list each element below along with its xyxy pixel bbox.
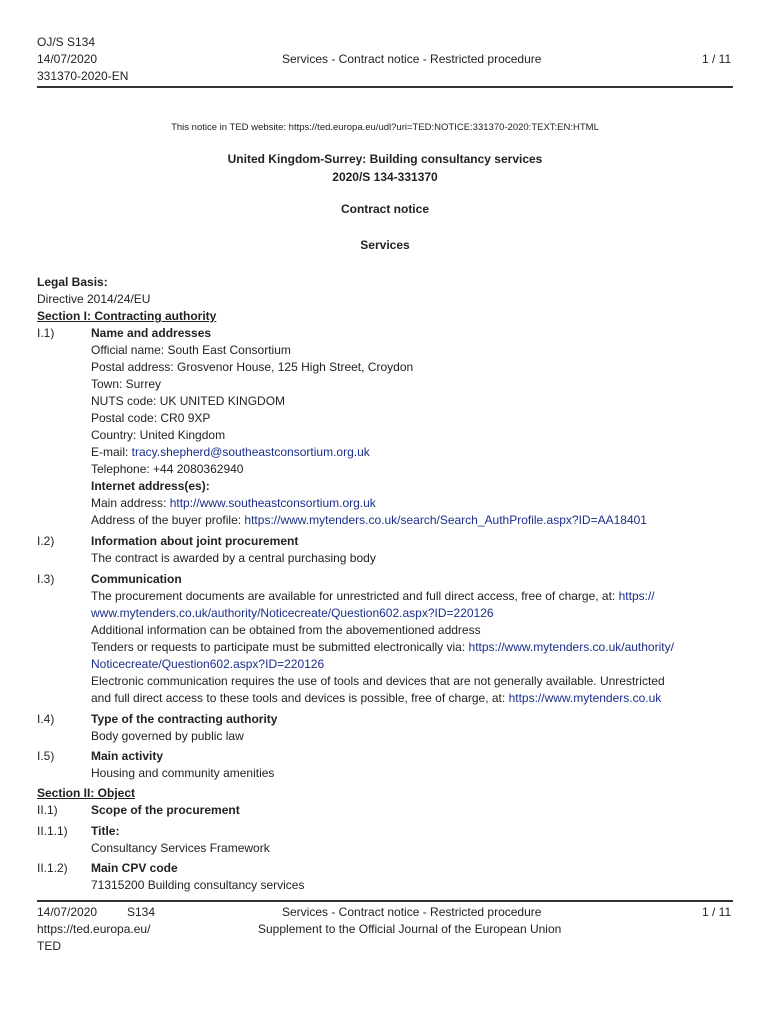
joint-procurement-heading: Information about joint procurement <box>91 534 299 548</box>
section-number: I.3) <box>37 572 55 586</box>
footer-title: Services - Contract notice - Restricted procedure <box>282 905 542 919</box>
main-activity-heading: Main activity <box>91 749 164 763</box>
title-block <box>91 823 270 857</box>
additional-info-text: Additional information can be obtained from the abovementioned address <box>91 623 481 637</box>
header-title: Services - Contract notice - Restricted procedure <box>282 52 542 66</box>
main-address-line <box>91 495 647 512</box>
footer-rule <box>37 900 733 902</box>
header-oj: OJ/S S134 <box>37 35 96 49</box>
postal-code: Postal code: CR0 9XP <box>91 411 211 425</box>
official-name: Official name: South East Consortium <box>91 343 291 357</box>
cpv-block <box>91 860 304 894</box>
title-text: Consultancy Services Framework <box>91 841 270 855</box>
authority-type-heading: Type of the contracting authority <box>91 712 278 726</box>
main-activity-block <box>91 748 274 782</box>
communication-heading: Communication <box>91 572 182 586</box>
section-2-heading: Section II: Object <box>37 786 136 800</box>
cpv-heading: Main CPV code <box>91 861 178 875</box>
authority-type-text: Body governed by public law <box>91 729 244 743</box>
joint-procurement-block <box>91 533 376 567</box>
email-label: E-mail: <box>91 445 132 459</box>
main-activity-text: Housing and community amenities <box>91 766 275 780</box>
authority-type-block <box>91 711 277 745</box>
tenders-line <box>91 639 674 656</box>
telephone: Telephone: +44 2080362940 <box>91 462 244 476</box>
nuts-code: NUTS code: UK UNITED KINGDOM <box>91 394 286 408</box>
documents-line <box>91 588 674 605</box>
country: Country: United Kingdom <box>91 428 226 442</box>
section-heading <box>91 325 647 529</box>
section-number: II.1.1) <box>37 824 68 838</box>
footer-series: S134 <box>127 905 156 919</box>
main-address-link[interactable]: http://www.southeastconsortium.org.uk <box>169 496 376 510</box>
section-number: II.1) <box>37 803 58 817</box>
email-link[interactable]: tracy.shepherd@southeastconsortium.org.uk <box>131 445 370 459</box>
footer-ted: TED <box>37 939 61 953</box>
notice-number: 2020/S 134-331370 <box>332 170 438 184</box>
tenders-link[interactable]: Noticecreate/Question602.aspx?ID=220126 <box>91 657 325 671</box>
electronic-comm-text: Electronic communication requires the use of tools and devices that are not generally available. Unrestricted <box>91 674 665 688</box>
buyer-profile-label: Address of the buyer profile: <box>91 513 245 527</box>
title-heading: Title: <box>91 824 120 838</box>
postal-address: Postal address: Grosvenor House, 125 High Street, Croydon <box>91 360 414 374</box>
section-number: I.4) <box>37 712 55 726</box>
header-date: 14/07/2020 <box>37 52 98 66</box>
tools-line <box>91 690 674 707</box>
buyer-profile-link[interactable]: https://www.mytenders.co.uk/search/Search_AuthProfile.aspx?ID=AA18401 <box>244 513 647 527</box>
section-number: II.1.2) <box>37 861 68 875</box>
scope-heading: Scope of the procurement <box>91 803 240 817</box>
section-number: I.2) <box>37 534 55 548</box>
email-line <box>91 444 647 461</box>
header-notice-id: 331370-2020-EN <box>37 69 129 83</box>
footer-date: 14/07/2020 <box>37 905 98 919</box>
tools-text: and full direct access to these tools and devices is possible, free of charge, at: <box>91 691 509 705</box>
main-address-label: Main address: <box>91 496 170 510</box>
documents-text: The procurement documents are available for unrestricted and full direct access, free of charge, at: <box>91 589 619 603</box>
name-addresses-heading: Name and addresses <box>91 326 212 340</box>
notice-category: Services <box>360 238 410 252</box>
footer-page-number: 1 / 11 <box>702 905 732 919</box>
ted-link-line[interactable]: This notice in TED website: https://ted.europa.eu/udl?uri=TED:NOTICE:331370-2020:TEXT:EN:HTML <box>171 122 599 133</box>
joint-procurement-text: The contract is awarded by a central purchasing body <box>91 551 376 565</box>
tools-link[interactable]: https://www.mytenders.co.uk <box>508 691 662 705</box>
buyer-profile-line <box>91 512 647 529</box>
notice-title: United Kingdom-Surrey: Building consultancy services <box>227 152 543 166</box>
legal-basis-value: Directive 2014/24/EU <box>37 292 151 306</box>
documents-link-start[interactable]: https:// <box>618 589 655 603</box>
tenders-link-start[interactable]: https://www.mytenders.co.uk/authority/ <box>468 640 674 654</box>
section-number: I.1) <box>37 326 55 340</box>
cpv-text: 71315200 Building consultancy services <box>91 878 305 892</box>
tenders-text: Tenders or requests to participate must be submitted electronically via: <box>91 640 469 654</box>
header-rule <box>37 86 733 88</box>
internet-addresses-heading: Internet address(es): <box>91 479 210 493</box>
footer-url[interactable]: https://ted.europa.eu/ <box>37 922 151 936</box>
town: Town: Surrey <box>91 377 162 391</box>
section-number: I.5) <box>37 749 55 763</box>
notice-type: Contract notice <box>340 202 429 216</box>
section-1-heading: Section I: Contracting authority <box>37 309 217 323</box>
communication-block <box>91 571 674 707</box>
header-page-number: 1 / 11 <box>702 52 732 66</box>
legal-basis-label: Legal Basis: <box>37 275 108 289</box>
footer-supplement: Supplement to the Official Journal of the European Union <box>258 922 562 936</box>
documents-link[interactable]: www.mytenders.co.uk/authority/Noticecreate/Question602.aspx?ID=220126 <box>91 606 494 620</box>
